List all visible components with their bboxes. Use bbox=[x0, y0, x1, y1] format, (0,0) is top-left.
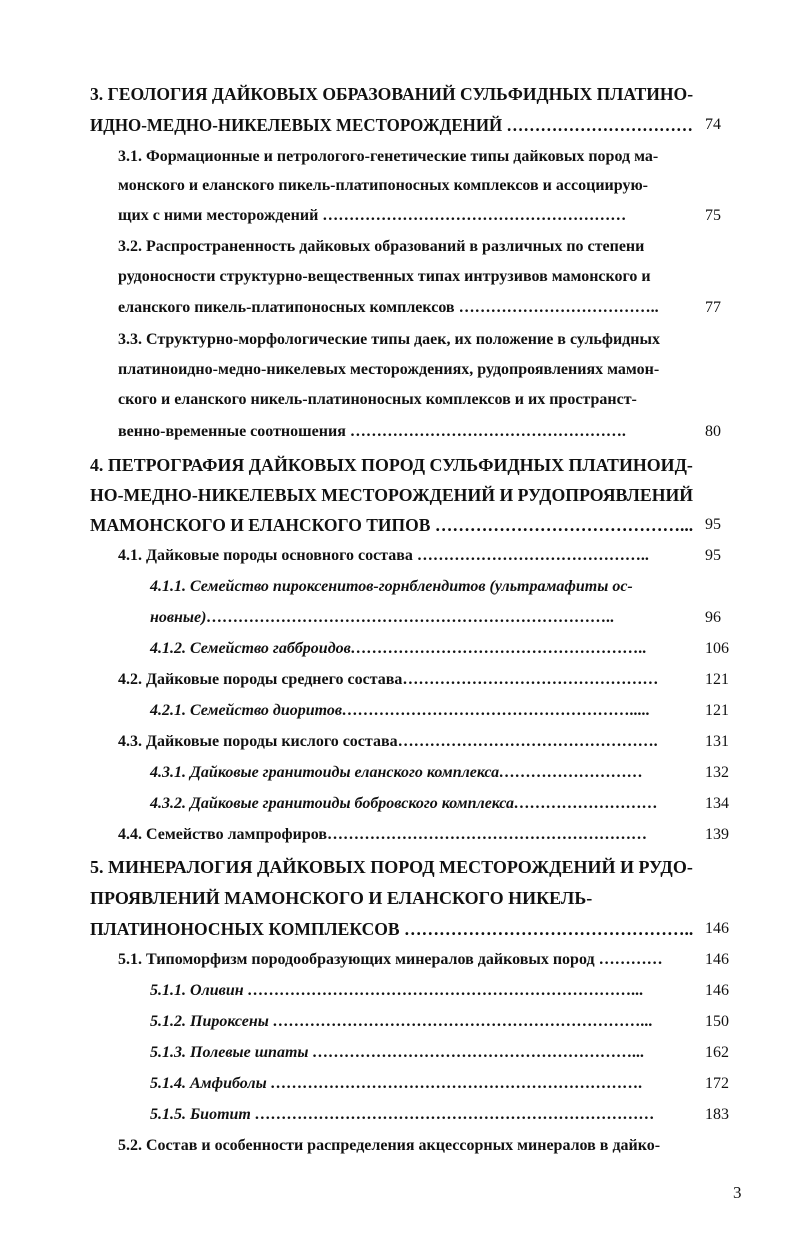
toc-entry-5-1-5: 5.1.5. Биотит ………………………………………………………………… bbox=[150, 1106, 655, 1123]
toc-page-number: 183 bbox=[705, 1106, 729, 1123]
toc-entry-5-title-line1: 5. МИНЕРАЛОГИЯ ДАЙКОВЫХ ПОРОД МЕСТОРОЖДЕНИЙ И РУДО- bbox=[90, 857, 693, 877]
toc-entry-4-title-line3: МАМОНСКОГО И ЕЛАНСКОГО ТИПОВ ……………………………………... bbox=[90, 515, 694, 535]
toc-page-number: 134 bbox=[705, 795, 729, 812]
toc-entry-4-1-1-line2: новные)………………………………………………………………….. bbox=[150, 609, 615, 626]
toc-entry-5-2-line1: 5.2. Состав и особенности распределения акцессорных минералов в дайко- bbox=[118, 1137, 661, 1154]
toc-page-number: 162 bbox=[705, 1044, 729, 1061]
toc-page-number: 106 bbox=[705, 640, 729, 657]
toc-page-number: 146 bbox=[705, 951, 729, 968]
toc-entry-4-1: 4.1. Дайковые породы основного состава …………………………………….. bbox=[118, 547, 649, 564]
toc-entry-3-2-line1: 3.2. Распространенность дайковых образований в различных по степени bbox=[118, 238, 645, 255]
toc-page-number: 139 bbox=[705, 826, 729, 843]
toc-entry-5-1-1: 5.1.1. Оливин ………………………………………………………………... bbox=[150, 982, 644, 999]
toc-entry-5-title-line2: ПРОЯВЛЕНИЙ МАМОНСКОГО И ЕЛАНСКОГО НИКЕЛЬ- bbox=[90, 888, 593, 908]
toc-page-number: 146 bbox=[705, 982, 729, 999]
toc-entry-4-4: 4.4. Семейство лампрофиров…………………………………………………… bbox=[118, 826, 647, 843]
toc-entry-4-3-2: 4.3.2. Дайковые гранитоиды бобровского комплекса……………………… bbox=[150, 795, 658, 812]
toc-page-number: 75 bbox=[705, 207, 721, 224]
toc-page-number: 121 bbox=[705, 671, 729, 688]
toc-entry-3-1-line3: щих с ними месторождений ………………………………………………… bbox=[118, 207, 627, 224]
toc-page-number: 172 bbox=[705, 1075, 729, 1092]
toc-entry-3-3-line1: 3.3. Структурно-морфологические типы даек, их положение в сульфидных bbox=[118, 331, 660, 348]
toc-page-number: 95 bbox=[705, 516, 721, 533]
toc-entry-3-3-line3: ского и еланского никель-платиноносных комплексов и их пространст- bbox=[118, 391, 637, 408]
toc-page-number: 95 bbox=[705, 547, 721, 564]
toc-entry-5-title-line3: ПЛАТИНОНОСНЫХ КОМПЛЕКСОВ ………………………………………….. bbox=[90, 919, 694, 939]
toc-entry-3-2-line2: рудоносности структурно-вещественных типах интрузивов мамонского и bbox=[118, 268, 651, 285]
toc-entry-3-3-line2: платиноидно-медно-никелевых месторождениях, рудопроявлениях мамон- bbox=[118, 361, 660, 378]
toc-entry-4-2: 4.2. Дайковые породы среднего состава………………………………………… bbox=[118, 671, 659, 688]
toc-entry-3-1-line2: монского и еланского пикель-платипоносных комплексов и ассоциирую- bbox=[118, 177, 648, 194]
toc-entry-5-1: 5.1. Типоморфизм породообразующих минералов дайковых пород ………… bbox=[118, 951, 663, 968]
toc-page-number: 132 bbox=[705, 764, 729, 781]
toc-entry-3-3-line4: венно-временные соотношения ……………………………………………. bbox=[118, 423, 626, 440]
toc-entry-5-1-2: 5.1.2. Пироксены ……………………………………………………………... bbox=[150, 1013, 653, 1030]
toc-page-number: 77 bbox=[705, 299, 721, 316]
toc-page-number: 74 bbox=[705, 116, 721, 133]
toc-entry-4-title-line1: 4. ПЕТРОГРАФИЯ ДАЙКОВЫХ ПОРОД СУЛЬФИДНЫХ ПЛАТИНОИД- bbox=[90, 455, 693, 475]
toc-page-number: 150 bbox=[705, 1013, 729, 1030]
toc-entry-3-2-line3: еланского пикель-платипоносных комплексов ……………………………….. bbox=[118, 299, 659, 316]
toc-entry-3-1-line1: 3.1. Формационные и петрологого-генетические типы дайковых пород ма- bbox=[118, 148, 659, 165]
toc-entry-5-1-3: 5.1.3. Полевые шпаты ……………………………………………………... bbox=[150, 1044, 645, 1061]
toc-entry-4-1-2: 4.1.2. Семейство габброидов……………………………………………….. bbox=[150, 640, 647, 657]
toc-entry-3-title-line2: ИДНО-МЕДНО-НИКЕЛЕВЫХ МЕСТОРОЖДЕНИЙ …………………………… bbox=[90, 115, 693, 135]
toc-entry-4-3: 4.3. Дайковые породы кислого состава…………………………………………. bbox=[118, 733, 658, 750]
page-number: 3 bbox=[733, 1183, 742, 1202]
toc-entry-4-1-1-line1: 4.1.1. Семейство пироксенитов-горнблендитов (ультрамафиты ос- bbox=[150, 578, 633, 595]
toc-page-number: 131 bbox=[705, 733, 729, 750]
toc-entry-4-2-1: 4.2.1. Семейство диоритов………………………………………………..... bbox=[150, 702, 651, 719]
toc-entry-4-title-line2: НО-МЕДНО-НИКЕЛЕВЫХ МЕСТОРОЖДЕНИЙ И РУДОПРОЯВЛЕНИЙ bbox=[90, 485, 694, 505]
toc-page-number: 146 bbox=[705, 920, 729, 937]
toc-entry-4-3-1: 4.3.1. Дайковые гранитоиды еланского комплекса……………………… bbox=[150, 764, 644, 781]
toc-page-number: 80 bbox=[705, 423, 721, 440]
toc-page-number: 96 bbox=[705, 609, 721, 626]
toc-page-number: 121 bbox=[705, 702, 729, 719]
toc-entry-3-title-line1: 3. ГЕОЛОГИЯ ДАЙКОВЫХ ОБРАЗОВАНИЙ СУЛЬФИДНЫХ ПЛАТИНО- bbox=[90, 84, 694, 104]
toc-entry-5-1-4: 5.1.4. Амфиболы ……………………………………………………………. bbox=[150, 1075, 643, 1092]
